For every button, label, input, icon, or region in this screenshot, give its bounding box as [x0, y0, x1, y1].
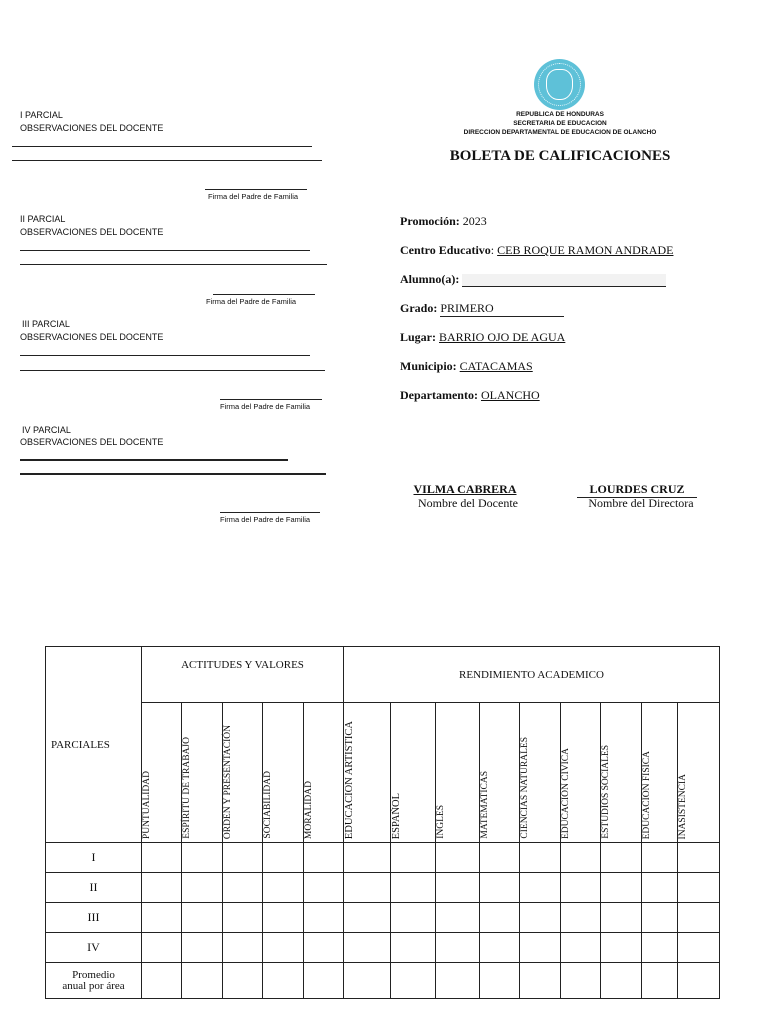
col-header-ciencias: CIENCIAS NATURALES [520, 703, 561, 843]
observation-line [20, 370, 325, 371]
grade-cell[interactable] [304, 843, 344, 873]
field-promocion [400, 214, 487, 229]
grade-cell[interactable] [223, 933, 263, 963]
grade-cell[interactable] [344, 903, 391, 933]
grade-cell[interactable] [182, 843, 223, 873]
table-row [46, 933, 720, 963]
table-row [46, 903, 720, 933]
municipio-label: Municipio: [400, 359, 457, 373]
org-line-2: SECRETARIA DE EDUCACION [513, 120, 607, 127]
promocion-label: Promoción: [400, 214, 460, 228]
field-grado [400, 301, 564, 317]
grades-table [45, 646, 720, 999]
grade-cell[interactable] [678, 873, 720, 903]
grado-value: PRIMERO [440, 301, 564, 317]
docente-role: Nombre del Docente [418, 496, 518, 510]
parcial-label: I PARCIAL [20, 110, 63, 120]
col-header-espanol: ESPAÑOL [391, 703, 436, 843]
alumno-label: Alumno(a): [400, 272, 460, 286]
grade-cell[interactable] [520, 843, 561, 873]
grade-cell[interactable] [263, 963, 304, 999]
table-header-row [46, 647, 720, 703]
departamento-value: OLANCHO [480, 388, 540, 402]
observaciones-label: OBSERVACIONES DEL DOCENTE [20, 123, 164, 133]
org-line-3: DIRECCION DEPARTAMENTAL DE EDUCACION DE OLANCHO [463, 129, 657, 136]
col-header-ingles: INGLES [436, 703, 480, 843]
docente-name: VILMA CABRERA [413, 482, 517, 496]
grade-cell[interactable] [391, 873, 436, 903]
grade-cell[interactable] [601, 963, 642, 999]
signature-line [213, 294, 315, 295]
grade-cell[interactable] [678, 933, 720, 963]
col-header-inasistencia: INASISTENCIA [678, 703, 720, 843]
observation-line [20, 264, 327, 265]
grade-cell[interactable] [601, 843, 642, 873]
col-header-moralidad: MORALIDAD [304, 703, 344, 843]
table-row [46, 843, 720, 873]
signature-line [220, 512, 320, 513]
grade-cell[interactable] [561, 873, 601, 903]
field-municipio [400, 359, 533, 374]
firma-label: Firma del Padre de Familia [206, 297, 297, 306]
parcial-label: II PARCIAL [20, 214, 66, 224]
grade-cell[interactable] [520, 963, 561, 999]
promedio-line-2: anual por área [62, 979, 125, 992]
table-subheader-row [46, 703, 720, 843]
row-label: III [46, 903, 142, 933]
grade-cell[interactable] [391, 843, 436, 873]
grade-cell[interactable] [263, 873, 304, 903]
grade-cell[interactable] [142, 903, 182, 933]
observation-line [12, 160, 322, 161]
col-header-orden: ORDEN Y PRESENTACIÓN [223, 703, 263, 843]
observation-line [20, 473, 326, 475]
grado-label: Grado: [400, 301, 438, 315]
grade-cell[interactable] [344, 933, 391, 963]
grade-cell[interactable] [391, 933, 436, 963]
table-row [46, 873, 720, 903]
field-alumno [400, 272, 666, 287]
col-header-espiritu: ESPÍRITU DE TRABAJO [182, 703, 223, 843]
promedio-label [46, 963, 142, 999]
observaciones-label: OBSERVACIONES DEL DOCENTE [20, 227, 164, 237]
actitudes-header: ACTITUDES Y VALORES [142, 647, 344, 703]
col-header-civica: EDUCACION CIVICA [561, 703, 601, 843]
grade-cell[interactable] [561, 933, 601, 963]
observation-line [12, 146, 312, 147]
grade-cell[interactable] [678, 963, 720, 999]
signature-line [220, 399, 322, 400]
grade-cell[interactable] [304, 963, 344, 999]
grade-cell[interactable] [263, 933, 304, 963]
observation-line [20, 250, 310, 251]
grade-cell[interactable] [344, 963, 391, 999]
col-header-matematicas: MATEMATICAS [480, 703, 520, 843]
grade-cell[interactable] [642, 873, 678, 903]
grade-cell[interactable] [678, 843, 720, 873]
honduras-seal-icon [534, 59, 585, 110]
grade-cell[interactable] [304, 903, 344, 933]
grade-cell[interactable] [642, 843, 678, 873]
grade-cell[interactable] [182, 963, 223, 999]
grade-cell[interactable] [642, 903, 678, 933]
col-header-sociales: ESTUDIOS SOCIALES [601, 703, 642, 843]
grade-cell[interactable] [678, 903, 720, 933]
grade-cell[interactable] [223, 903, 263, 933]
grade-cell[interactable] [561, 903, 601, 933]
grade-cell[interactable] [436, 843, 480, 873]
firma-label: Firma del Padre de Familia [220, 402, 311, 411]
grade-cell[interactable] [142, 933, 182, 963]
row-label: I [46, 843, 142, 873]
grade-cell[interactable] [304, 933, 344, 963]
grade-cell[interactable] [182, 933, 223, 963]
org-line-1: REPUBLICA DE HONDURAS [516, 111, 604, 118]
rendimiento-header: RENDIMIENTO ACADEMICO [344, 647, 720, 703]
parcial-label: III PARCIAL [22, 319, 70, 329]
grade-cell[interactable] [601, 933, 642, 963]
grade-cell[interactable] [436, 903, 480, 933]
grade-cell[interactable] [223, 873, 263, 903]
parciales-header: PARCIALES [46, 647, 142, 843]
col-header-artistica: EDUCACION ARTISTICA [344, 703, 391, 843]
signature-line [205, 189, 307, 190]
grade-cell[interactable] [561, 843, 601, 873]
row-label: IV [46, 933, 142, 963]
col-header-puntualidad: PUNTUALIDAD [142, 703, 182, 843]
grade-cell[interactable] [480, 843, 520, 873]
page-title: BOLETA DE CALIFICACIONES [449, 148, 671, 164]
municipio-value: CATACAMAS [459, 359, 533, 373]
directora-name: LOURDES CRUZ [577, 482, 697, 498]
centro-label: Centro Educativo [400, 243, 491, 257]
grade-cell[interactable] [182, 873, 223, 903]
grade-cell[interactable] [182, 903, 223, 933]
grade-cell[interactable] [344, 873, 391, 903]
grade-cell[interactable] [391, 963, 436, 999]
grade-cell[interactable] [436, 873, 480, 903]
grade-cell[interactable] [561, 963, 601, 999]
grade-cell[interactable] [263, 903, 304, 933]
lugar-value: BARRIO OJO DE AGUA [439, 330, 566, 344]
grade-cell[interactable] [142, 843, 182, 873]
col-header-sociabilidad: SOCIABILIDAD [263, 703, 304, 843]
seal-shield-icon [546, 69, 573, 100]
grade-cell[interactable] [263, 843, 304, 873]
grade-cell[interactable] [436, 933, 480, 963]
grade-cell[interactable] [223, 843, 263, 873]
grade-cell[interactable] [436, 963, 480, 999]
row-label: II [46, 873, 142, 903]
grade-cell[interactable] [642, 933, 678, 963]
observaciones-label: OBSERVACIONES DEL DOCENTE [20, 332, 164, 342]
table-row-promedio [46, 963, 720, 999]
grade-cell[interactable] [642, 963, 678, 999]
directora-role: Nombre del Directora [588, 496, 694, 510]
observation-line [20, 355, 310, 356]
centro-value: CEB ROQUE RAMON ANDRADE [497, 243, 674, 257]
firma-label: Firma del Padre de Familia [220, 515, 311, 524]
grade-cell[interactable] [142, 963, 182, 999]
grade-cell[interactable] [304, 873, 344, 903]
grade-cell[interactable] [601, 903, 642, 933]
grade-cell[interactable] [480, 933, 520, 963]
grade-cell[interactable] [344, 843, 391, 873]
col-header-fisica: EDUCACION FISICA [642, 703, 678, 843]
grade-cell[interactable] [223, 963, 263, 999]
grade-cell[interactable] [520, 933, 561, 963]
field-departamento [400, 388, 540, 403]
promocion-value: 2023 [462, 214, 487, 228]
observation-line [20, 459, 288, 461]
grade-cell[interactable] [520, 873, 561, 903]
observaciones-label: OBSERVACIONES DEL DOCENTE [20, 437, 164, 447]
grade-cell[interactable] [391, 903, 436, 933]
firma-label: Firma del Padre de Familia [208, 192, 299, 201]
alumno-value[interactable] [462, 274, 666, 287]
field-centro: Centro Educativo: CEB ROQUE RAMON ANDRADE [400, 243, 674, 257]
grade-cell[interactable] [520, 903, 561, 933]
grade-cell[interactable] [480, 963, 520, 999]
grade-cell[interactable] [601, 873, 642, 903]
promedio-line-1: Promedio [72, 968, 115, 981]
field-lugar [400, 330, 565, 345]
grade-cell[interactable] [480, 873, 520, 903]
lugar-label: Lugar: [400, 330, 436, 344]
parcial-label: IV PARCIAL [22, 425, 71, 435]
grade-cell[interactable] [480, 903, 520, 933]
departamento-label: Departamento: [400, 388, 478, 402]
grade-cell[interactable] [142, 873, 182, 903]
